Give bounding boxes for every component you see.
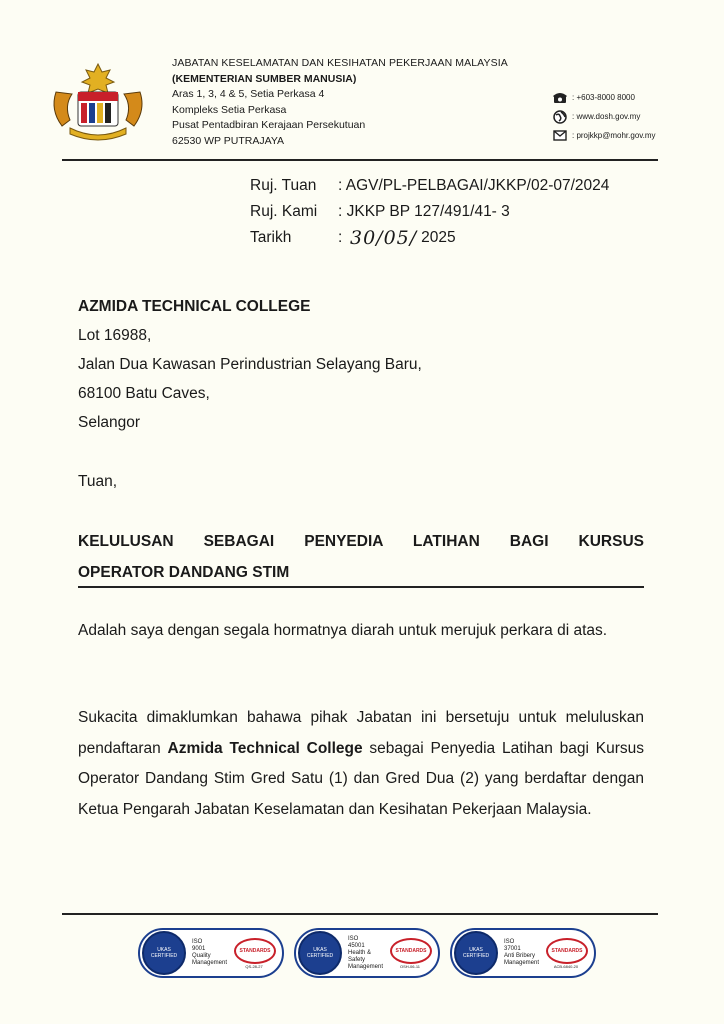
- email-address: : projkkp@mohr.gov.my: [572, 131, 656, 140]
- para2-text: Sukacita dimaklumkan bahawa pihak Jabatan ini bersetuju untuk meluluskan pendaftaran: [78, 709, 644, 757]
- org-name: JABATAN KESELAMATAN DAN KESIHATAN PEKERJAAN MALAYSIA: [172, 57, 508, 69]
- iso-label: [348, 936, 388, 971]
- website: : www.dosh.gov.my: [572, 112, 641, 121]
- ministry-name: (KEMENTERIAN SUMBER MANUSIA): [172, 72, 357, 85]
- email-icon: [552, 128, 568, 144]
- certificate-code: QS-28-27: [245, 963, 263, 969]
- ukas-seal-icon: UKAS CERTIFIED: [142, 931, 186, 975]
- iso-text: ISO: [504, 939, 515, 945]
- recipient-address-line: Jalan Dua Kawasan Perindustrian Selayang Baru,: [78, 356, 422, 373]
- iso-description: Health & Safety Management: [348, 949, 384, 970]
- coat-of-arms-logo: [48, 62, 148, 142]
- ukas-seal-icon: UKAS CERTIFIED: [454, 931, 498, 975]
- subject-line-1: KELULUSAN SEBAGAI PENYEDIA LATIHAN BAGI KURSUS: [78, 533, 644, 550]
- handwritten-date: 30/05/: [350, 227, 418, 249]
- recipient-address: [78, 292, 422, 437]
- iso-number: 45001: [348, 942, 365, 949]
- iso-number: 37001: [504, 946, 521, 952]
- para2-text: sebagai Penyedia Latihan bagi Kursus Operator Dandang Stim Gred Satu (1) dan Gred Dua (2) yang berdaftar dengan Ketua Pengarah Jabatan Keselamatan dan Kesihatan Pekerjaan Malaysia.: [78, 739, 644, 818]
- iso-number: 9001: [192, 946, 206, 952]
- phone-icon: [552, 90, 568, 106]
- recipient-address-line: Lot 16988,: [78, 327, 152, 344]
- ruj-kami-label: Ruj. Kami: [250, 203, 318, 220]
- iso-9001-badge: [138, 928, 284, 978]
- tarikh-year: 2025: [421, 229, 456, 246]
- certificate-code: ACB-6840-20: [553, 963, 579, 969]
- recipient-name: AZMIDA TECHNICAL COLLEGE: [78, 298, 311, 315]
- ruj-kami-value: : JKKP BP 127/491/41- 3: [338, 203, 510, 220]
- footer-divider: [62, 913, 658, 915]
- phone-number: : +603-8000 8000: [572, 93, 635, 102]
- certificate-code: OSH-06-11: [400, 963, 420, 969]
- contact-block: [552, 88, 656, 145]
- standards-mark-icon: STANDARDS: [546, 938, 588, 964]
- ukas-seal-icon: UKAS CERTIFIED: [298, 931, 342, 975]
- iso-label: [504, 939, 544, 967]
- iso-text: ISO: [192, 939, 203, 945]
- tarikh-label: Tarikh: [250, 229, 292, 246]
- iso-37001-badge: [450, 928, 596, 978]
- address-line: Aras 1, 3, 4 & 5, Setia Perkasa 4: [172, 88, 325, 101]
- recipient-address-line: Selangor: [78, 414, 141, 431]
- standards-mark: [232, 938, 276, 969]
- standards-mark: [388, 938, 432, 969]
- ruj-tuan-label: Ruj. Tuan: [250, 177, 317, 194]
- iso-45001-badge: [294, 928, 440, 978]
- reference-block: [250, 173, 609, 251]
- tarikh-colon: :: [338, 229, 343, 246]
- recipient-address-line: 68100 Batu Caves,: [78, 385, 210, 402]
- ruj-tuan-value: : AGV/PL-PELBAGAI/JKKP/02-07/2024: [338, 177, 610, 194]
- header-divider: [62, 159, 658, 161]
- globe-icon: [552, 109, 568, 125]
- iso-description: Quality Management: [192, 953, 228, 966]
- subject-line-2: OPERATOR DANDANG STIM: [78, 564, 290, 581]
- salutation: Tuan,: [78, 473, 118, 490]
- standards-mark: [544, 938, 588, 969]
- certification-badges: [138, 928, 596, 978]
- organization-header: [172, 56, 508, 150]
- standards-mark-icon: STANDARDS: [390, 938, 432, 964]
- body-paragraph-1: Adalah saya dengan segala hormatnya diarah untuk merujuk perkara di atas.: [78, 622, 608, 639]
- iso-description: Anti Bribery Management: [504, 953, 540, 966]
- iso-label: [192, 939, 232, 967]
- address-line: 62530 WP PUTRAJAYA: [172, 134, 285, 147]
- address-line: Pusat Pentadbiran Kerajaan Persekutuan: [172, 119, 366, 132]
- standards-mark-icon: STANDARDS: [234, 938, 276, 964]
- subject-underline: [78, 586, 644, 588]
- address-line: Kompleks Setia Perkasa: [172, 103, 287, 116]
- college-name-bold: Azmida Technical College: [167, 739, 363, 757]
- iso-text: ISO: [348, 935, 359, 942]
- letter-subject: [78, 526, 644, 588]
- body-paragraph-2: [78, 703, 644, 825]
